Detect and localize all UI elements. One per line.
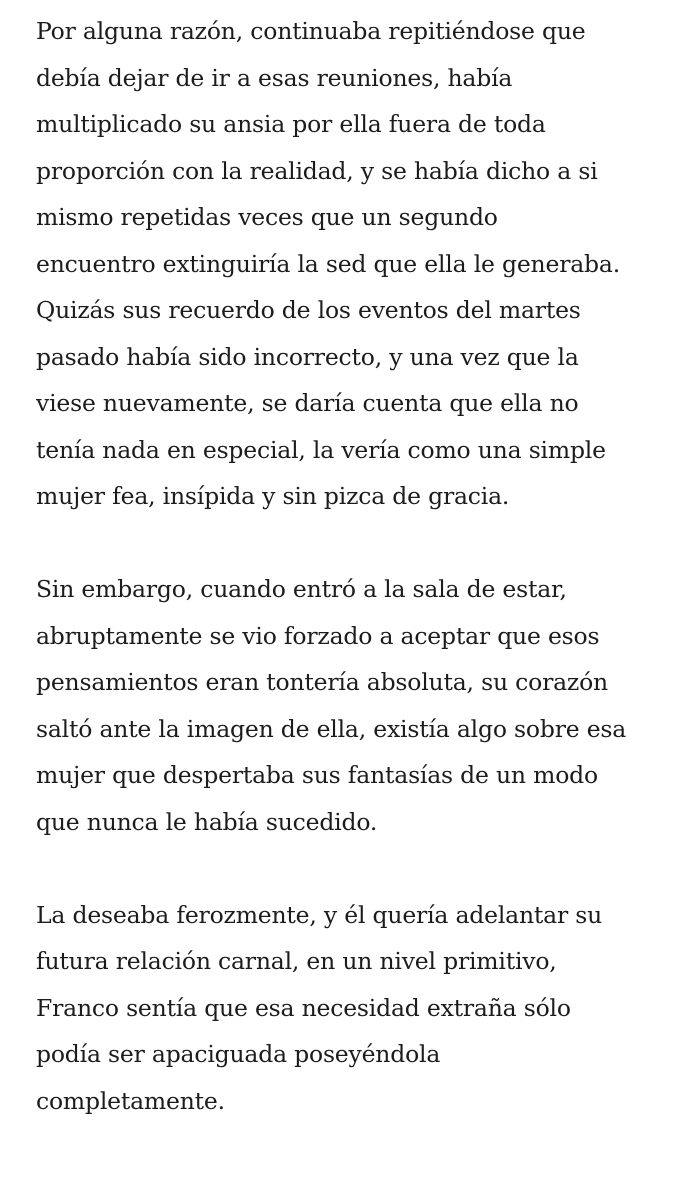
- text-line: Franco sentía que esa necesidad extraña sólo: [36, 993, 571, 1022]
- paragraph-3: [36, 892, 645, 1125]
- text-line: que nunca le había sucedido.: [36, 807, 378, 836]
- text-line: completamente.: [36, 1086, 225, 1115]
- paragraph-1: [36, 8, 645, 520]
- text-line: pensamientos eran tontería absoluta, su corazón: [36, 668, 608, 696]
- text-line: viese nuevamente, se daría cuenta que ella no: [36, 389, 579, 417]
- text-line: proporción con la realidad, y se había dicho a si: [36, 156, 598, 185]
- text-line: mujer fea, insípida y sin pizca de gracia.: [36, 482, 510, 510]
- text-line: pasado había sido incorrecto, y una vez que la: [36, 342, 579, 371]
- text-line: Quizás sus recuerdo de los eventos del martes: [36, 296, 581, 324]
- text-line: podía ser apaciguada poseyéndola: [36, 1040, 441, 1068]
- text-line: mujer que despertaba sus fantasías de un modo: [36, 761, 598, 789]
- text-line: debía dejar de ir a esas reuniones, había: [36, 63, 513, 92]
- text-line: multiplicado su ansia por ella fuera de toda: [36, 110, 546, 138]
- text-line: Por alguna razón, continuaba repitiéndose que: [36, 17, 586, 45]
- text-line: encuentro extinguiría la sed que ella le generaba.: [36, 249, 620, 278]
- text-line: futura relación carnal, en un nivel primitivo,: [36, 947, 557, 975]
- text-line: Sin embargo, cuando entró a la sala de estar,: [36, 575, 567, 603]
- paragraph-2: [36, 566, 645, 845]
- text-line: La deseaba ferozmente, y él quería adelantar su: [36, 900, 603, 929]
- text-line: saltó ante la imagen de ella, existía algo sobre esa: [36, 714, 627, 743]
- text-line: tenía nada en especial, la vería como una simple: [36, 435, 606, 464]
- text-line: mismo repetidas veces que un segundo: [36, 203, 498, 231]
- text-line: abruptamente se vio forzado a aceptar que esos: [36, 621, 600, 650]
